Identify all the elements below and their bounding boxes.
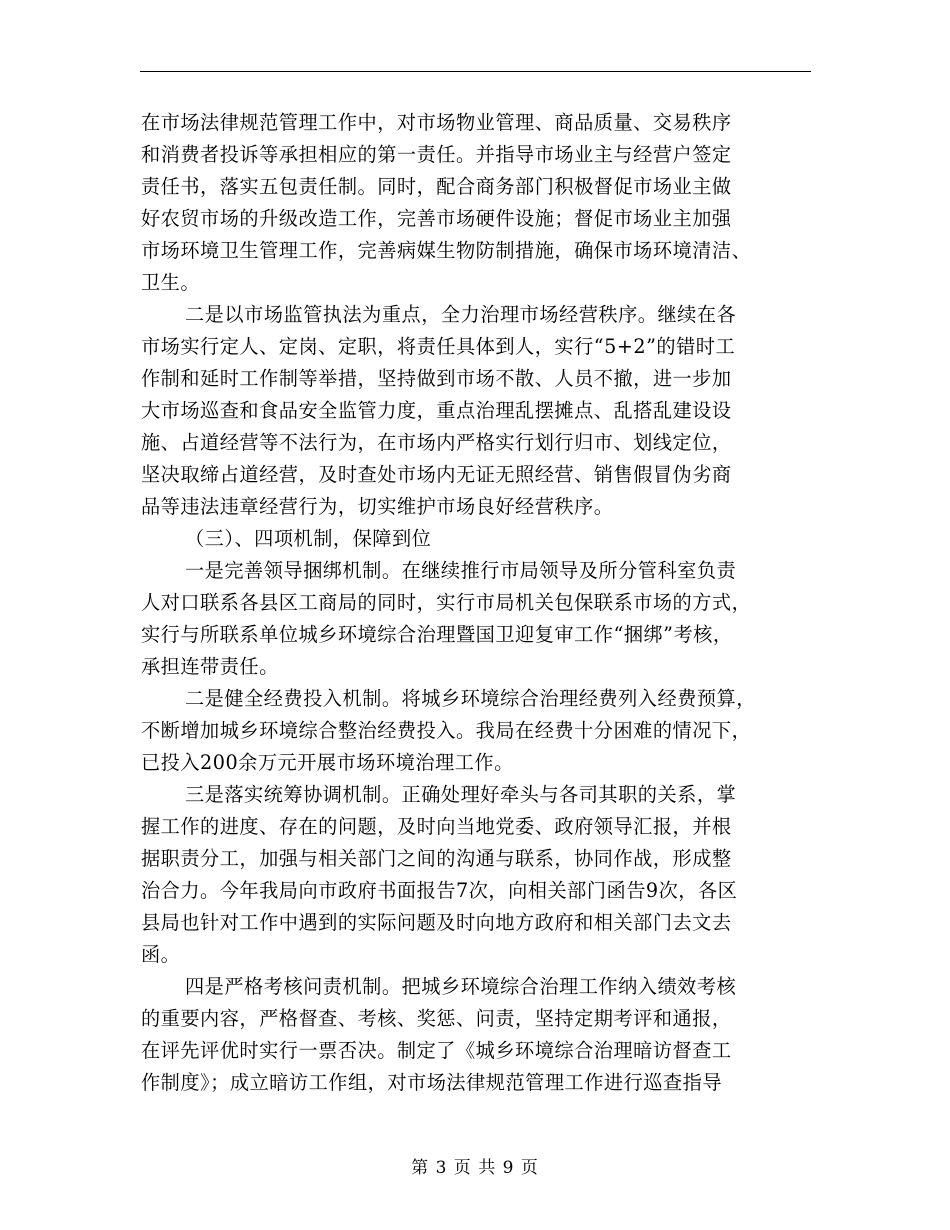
text-line: 二是以市场监管执法为重点，全力治理市场经营秩序。继续在各 xyxy=(185,303,737,326)
text-line: 不断增加城乡环境综合整治经费投入。我局在经费十分困难的情况下， xyxy=(141,719,752,742)
text-line: 责任书，落实五包责任制。同时，配合商务部门积极督促市场业主做 xyxy=(141,175,732,198)
text-line: 和消费者投诉等承担相应的第一责任。并指导市场业主与经营户签定 xyxy=(141,143,732,166)
text-line: 市场实行定人、定岗、定职，将责任具体到人，实行“5+2”的错时工 xyxy=(141,335,736,358)
text-line: 市场环境卫生管理工作，完善病媒生物防制措施，确保市场环境清洁、 xyxy=(141,239,752,262)
text-line: 承担连带责任。 xyxy=(141,655,279,678)
text-line: 作制和延时工作制等举措，坚持做到市场不散、人员不撤，进一步加 xyxy=(141,367,732,390)
document-body xyxy=(141,107,813,1099)
text-line: 人对口联系各县区工商局的同时，实行市局机关包保联系市场的方式， xyxy=(141,591,752,614)
text-line: 四是严格考核问责机制。把城乡环境综合治理工作纳入绩效考核 xyxy=(185,975,737,998)
text-line: 函。 xyxy=(141,943,181,966)
paragraph xyxy=(141,107,813,299)
text-line: 握工作的进度、存在的问题，及时向当地党委、政府领导汇报，并根 xyxy=(141,815,732,838)
page-number-footer: 第 3 页 共 9 页 xyxy=(411,1158,539,1178)
text-line: 的重要内容，严格督查、考核、奖惩、问责，坚持定期考评和通报， xyxy=(141,1007,732,1030)
text-line: 品等违法违章经营行为，切实维护市场良好经营秩序。 xyxy=(141,495,614,518)
text-line: 实行与所联系单位城乡环境综合治理暨国卫迎复审工作“捆绑”考核， xyxy=(141,623,733,646)
paragraph xyxy=(141,971,813,1099)
text-line: 一是完善领导捆绑机制。在继续推行市局领导及所分管科室负责 xyxy=(185,559,737,582)
text-line: 好农贸市场的升级改造工作，完善市场硬件设施；督促市场业主加强 xyxy=(141,207,732,230)
paragraph xyxy=(141,683,813,779)
text-line: 作制度》；成立暗访工作组，对市场法律规范管理工作进行巡查指导 xyxy=(141,1071,723,1094)
text-line: 已投入200余万元开展市场环境治理工作。 xyxy=(141,751,514,774)
text-line: 在市场法律规范管理工作中，对市场物业管理、商品质量、交易秩序 xyxy=(141,111,732,134)
text-line: 二是健全经费投入机制。将城乡环境综合治理经费列入经费预算， xyxy=(185,687,756,710)
text-line: 治合力。今年我局向市政府书面报告7次，向相关部门函告9次，各区 xyxy=(141,879,738,902)
paragraph xyxy=(141,779,813,971)
text-line: 在评先评优时实行一票否决。制定了《城乡环境综合治理暗访督查工 xyxy=(141,1039,732,1062)
header-rule xyxy=(140,71,811,72)
text-line: 据职责分工，加强与相关部门之间的沟通与联系，协同作战，形成整 xyxy=(141,847,732,870)
text-line: 县局也针对工作中遇到的实际问题及时向地方政府和相关部门去文去 xyxy=(141,911,732,934)
text-line: 坚决取缔占道经营，及时查处市场内无证无照经营、销售假冒伪劣商 xyxy=(141,463,732,486)
text-line: 三是落实统筹协调机制。正确处理好牵头与各司其职的关系，掌 xyxy=(185,783,737,806)
paragraph xyxy=(141,299,813,523)
text-line: 大市场巡查和食品安全监管力度，重点治理乱摆摊点、乱搭乱建设设 xyxy=(141,399,732,422)
paragraph xyxy=(141,555,813,683)
text-line: （三）、四项机制，保障到位 xyxy=(185,527,432,550)
text-line: 施、占道经营等不法行为，在市场内严格实行划行归市、划线定位， xyxy=(141,431,732,454)
text-line: 卫生。 xyxy=(141,271,201,294)
paragraph xyxy=(141,523,813,555)
